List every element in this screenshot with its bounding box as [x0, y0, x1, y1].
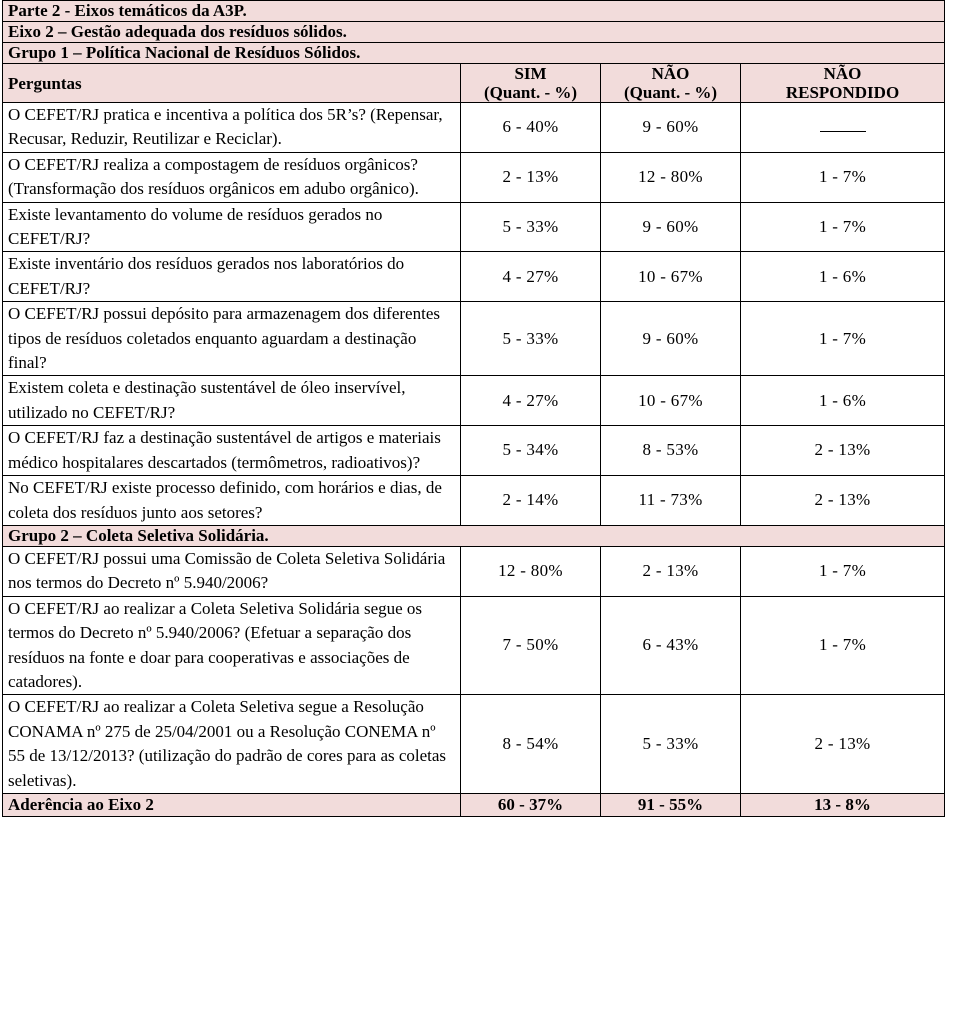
question-cell: No CEFET/RJ existe processo definido, com horários e dias, de coleta dos resíduos junto aos setores?: [3, 476, 461, 526]
survey-table: [2, 0, 945, 817]
yes-cell: 5 - 34%: [461, 426, 601, 476]
yes-cell: 8 - 54%: [461, 695, 601, 794]
total-row: [3, 793, 945, 816]
total-yes: 60 - 37%: [461, 793, 601, 816]
no-cell: 11 - 73%: [601, 476, 741, 526]
part-title-row: [3, 1, 945, 22]
table-row: [3, 302, 945, 376]
header-not-answered: [741, 64, 945, 103]
table-row: [3, 376, 945, 426]
not-answered-cell: 1 - 7%: [741, 202, 945, 252]
not-answered-cell: 1 - 7%: [741, 596, 945, 695]
total-not-answered: 13 - 8%: [741, 793, 945, 816]
header-questions: Perguntas: [3, 64, 461, 103]
question-cell: Existem coleta e destinação sustentável de óleo inservível, utilizado no CEFET/RJ?: [3, 376, 461, 426]
yes-cell: 2 - 13%: [461, 152, 601, 202]
no-cell: 9 - 60%: [601, 103, 741, 153]
no-cell: 2 - 13%: [601, 546, 741, 596]
table-row: [3, 202, 945, 252]
yes-cell: 4 - 27%: [461, 252, 601, 302]
no-cell: 9 - 60%: [601, 202, 741, 252]
not-answered-cell: 1 - 7%: [741, 302, 945, 376]
yes-cell: 12 - 80%: [461, 546, 601, 596]
no-cell: 10 - 67%: [601, 376, 741, 426]
question-cell: O CEFET/RJ ao realizar a Coleta Seletiva Solidária segue os termos do Decreto nº 5.940/2006? (Efetuar a separação dos resíduos na fonte e doar para cooperativas e associações de catadores).: [3, 596, 461, 695]
yes-cell: 2 - 14%: [461, 476, 601, 526]
header-yes-line2: (Quant. - %): [483, 83, 578, 102]
question-cell: O CEFET/RJ possui depósito para armazenagem dos diferentes tipos de resíduos coletados enquanto aguardam a destinação final?: [3, 302, 461, 376]
table-row: [3, 695, 945, 794]
table-row: [3, 596, 945, 695]
no-cell: 8 - 53%: [601, 426, 741, 476]
question-cell: O CEFET/RJ possui uma Comissão de Coleta Seletiva Solidária nos termos do Decreto nº 5.940/2006?: [3, 546, 461, 596]
group1-rows: [3, 103, 945, 526]
header-na-line1: NÃO: [823, 64, 862, 83]
total-no: 91 - 55%: [601, 793, 741, 816]
table-row: [3, 103, 945, 153]
not-answered-cell: 2 - 13%: [741, 426, 945, 476]
header-yes-line1: SIM: [514, 64, 547, 83]
yes-cell: 5 - 33%: [461, 202, 601, 252]
question-cell: O CEFET/RJ ao realizar a Coleta Seletiva segue a Resolução CONAMA nº 275 de 25/04/2001 ou a Resolução CONEMA nº 55 de 13/12/2013? (utilização do padrão de cores para as coletas seletivas).: [3, 695, 461, 794]
yes-cell: 7 - 50%: [461, 596, 601, 695]
question-cell: O CEFET/RJ faz a destinação sustentável de artigos e materiais médico hospitalares descartados (termômetros, radioativos)?: [3, 426, 461, 476]
group1-title: Grupo 1 – Política Nacional de Resíduos Sólidos.: [3, 43, 945, 64]
table-row: [3, 152, 945, 202]
not-answered-cell: 1 - 7%: [741, 152, 945, 202]
group2-title-row: [3, 525, 945, 546]
question-cell: Existe inventário dos resíduos gerados nos laboratórios do CEFET/RJ?: [3, 252, 461, 302]
survey-table-container: [2, 0, 944, 817]
question-cell: Existe levantamento do volume de resíduos gerados no CEFET/RJ?: [3, 202, 461, 252]
no-cell: 10 - 67%: [601, 252, 741, 302]
header-no-line1: NÃO: [651, 64, 690, 83]
group2-rows: [3, 546, 945, 793]
no-cell: 5 - 33%: [601, 695, 741, 794]
not-answered-cell: 1 - 6%: [741, 252, 945, 302]
question-cell: O CEFET/RJ pratica e incentiva a política dos 5R’s? (Repensar, Recusar, Reduzir, Reutilizar e Reciclar).: [3, 103, 461, 153]
table-row: [3, 252, 945, 302]
table-row: [3, 546, 945, 596]
not-answered-cell: [741, 103, 945, 153]
no-cell: 12 - 80%: [601, 152, 741, 202]
axis-title: Eixo 2 – Gestão adequada dos resíduos sólidos.: [3, 22, 945, 43]
header-no: [601, 64, 741, 103]
header-no-line2: (Quant. - %): [623, 83, 718, 102]
total-label: Aderência ao Eixo 2: [3, 793, 461, 816]
table-row: [3, 426, 945, 476]
not-answered-cell: 1 - 6%: [741, 376, 945, 426]
group1-title-row: [3, 43, 945, 64]
blank-answer-line: [820, 119, 866, 132]
header-na-line2: RESPONDIDO: [785, 83, 900, 102]
question-cell: O CEFET/RJ realiza a compostagem de resíduos orgânicos? (Transformação dos resíduos orgânicos em adubo orgânico).: [3, 152, 461, 202]
no-cell: 9 - 60%: [601, 302, 741, 376]
part-title: Parte 2 - Eixos temáticos da A3P.: [3, 1, 945, 22]
not-answered-cell: 1 - 7%: [741, 546, 945, 596]
yes-cell: 6 - 40%: [461, 103, 601, 153]
table-row: [3, 476, 945, 526]
header-yes: [461, 64, 601, 103]
group2-title: Grupo 2 – Coleta Seletiva Solidária.: [3, 525, 945, 546]
header-row: [3, 64, 945, 103]
yes-cell: 4 - 27%: [461, 376, 601, 426]
no-cell: 6 - 43%: [601, 596, 741, 695]
yes-cell: 5 - 33%: [461, 302, 601, 376]
not-answered-cell: 2 - 13%: [741, 695, 945, 794]
not-answered-cell: 2 - 13%: [741, 476, 945, 526]
axis-title-row: [3, 22, 945, 43]
